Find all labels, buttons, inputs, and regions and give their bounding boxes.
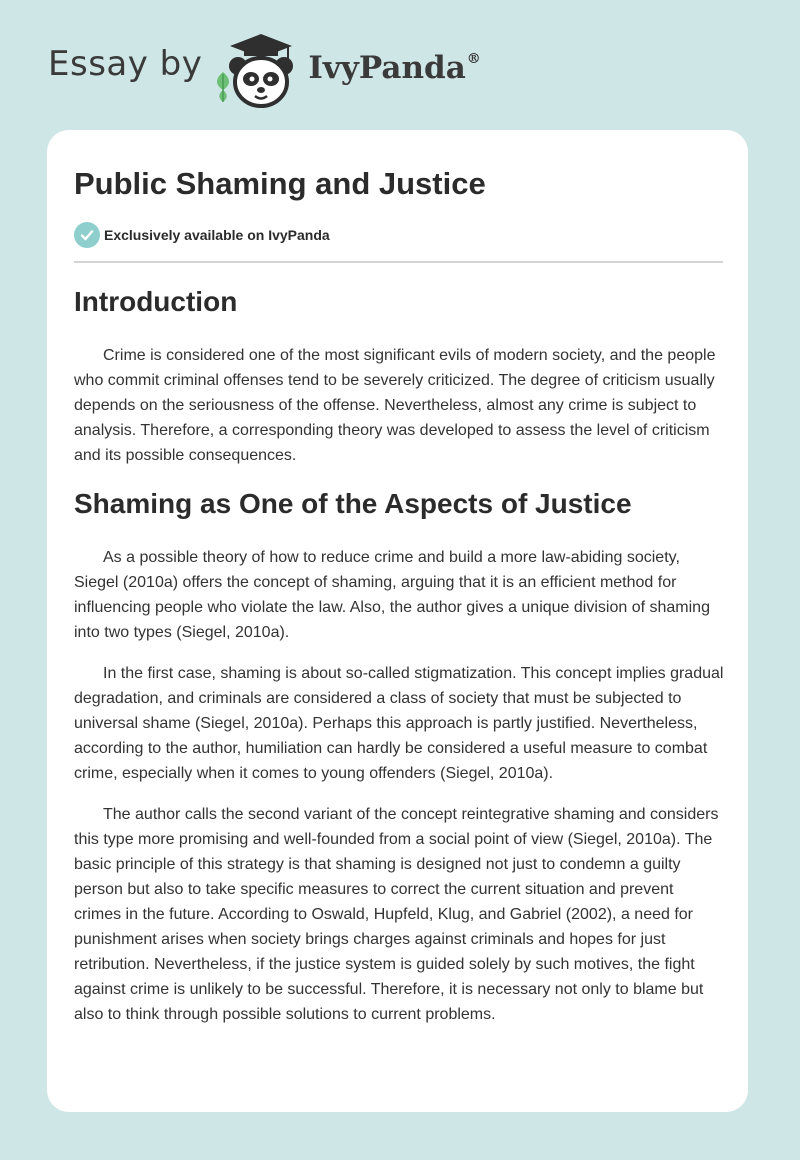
brand-name[interactable]: IvyPanda®: [308, 50, 481, 86]
exclusive-badge: [74, 222, 330, 248]
section-heading-shaming: Shaming as One of the Aspects of Justice: [74, 488, 632, 519]
site-header: [48, 30, 481, 110]
paragraph: In the first case, shaming is about so-called stigmatization. This concept implies gradual degradation, and criminals are considered a class of society that must be subjected to universal shame (Siegel, 2010a). Perhaps this approach is partly justified. Nevertheless, according to the author, humiliation can hardly be considered a useful measure to combat crime, especially when it comes to young offenders (Siegel, 2010a).: [74, 665, 724, 782]
paragraph: Crime is considered one of the most significant evils of modern society, and the people who commit criminal offenses tend to be severely criticized. The degree of criticism usually depends on the seriousness of the offense. Nevertheless, almost any crime is subject to analysis. Therefore, a corresponding theory was developed to assess the level of criticism and its possible consequences.: [74, 347, 716, 464]
paragraph: The author calls the second variant of the concept reintegrative shaming and considers this type more promising and well-founded from a social point of view (Siegel, 2010a). The basic principle of this strategy is that shaming is designed not just to condemn a guilty person but also to take specific measures to correct the current situation and prevent crimes in the future. According to Oswald, Hupfeld, Klug, and Gabriel (2002), a need for punishment arises when society brings charges against criminals and hopes for just retribution. Nevertheless, if the justice system is guided solely by such motives, the fight against crime is unlikely to be successful. Therefore, it is necessary not only to blame but also to think through possible solutions to current problems.: [74, 806, 719, 1023]
section-heading-introduction: Introduction: [74, 286, 238, 317]
registered-mark: ®: [466, 50, 481, 67]
page-title: Public Shaming and Justice: [74, 166, 486, 201]
paragraph: As a possible theory of how to reduce crime and build a more law-abiding society, Siegel (2010a) offers the concept of shaming, arguing that it is an efficient method for influencing people who violate the law. Also, the author gives a unique division of shaming into two types (Siegel, 2010a).: [74, 549, 710, 641]
divider: [74, 261, 723, 263]
exclusive-label: Exclusively available on IvyPanda: [104, 227, 330, 243]
panda-graduate-icon[interactable]: [216, 30, 306, 110]
ivy-leaf-icon: [212, 70, 234, 104]
essay-by-label: Essay by: [48, 44, 203, 84]
essay-card: [47, 130, 748, 1112]
check-icon: [74, 222, 100, 248]
article-body: [74, 280, 724, 1027]
